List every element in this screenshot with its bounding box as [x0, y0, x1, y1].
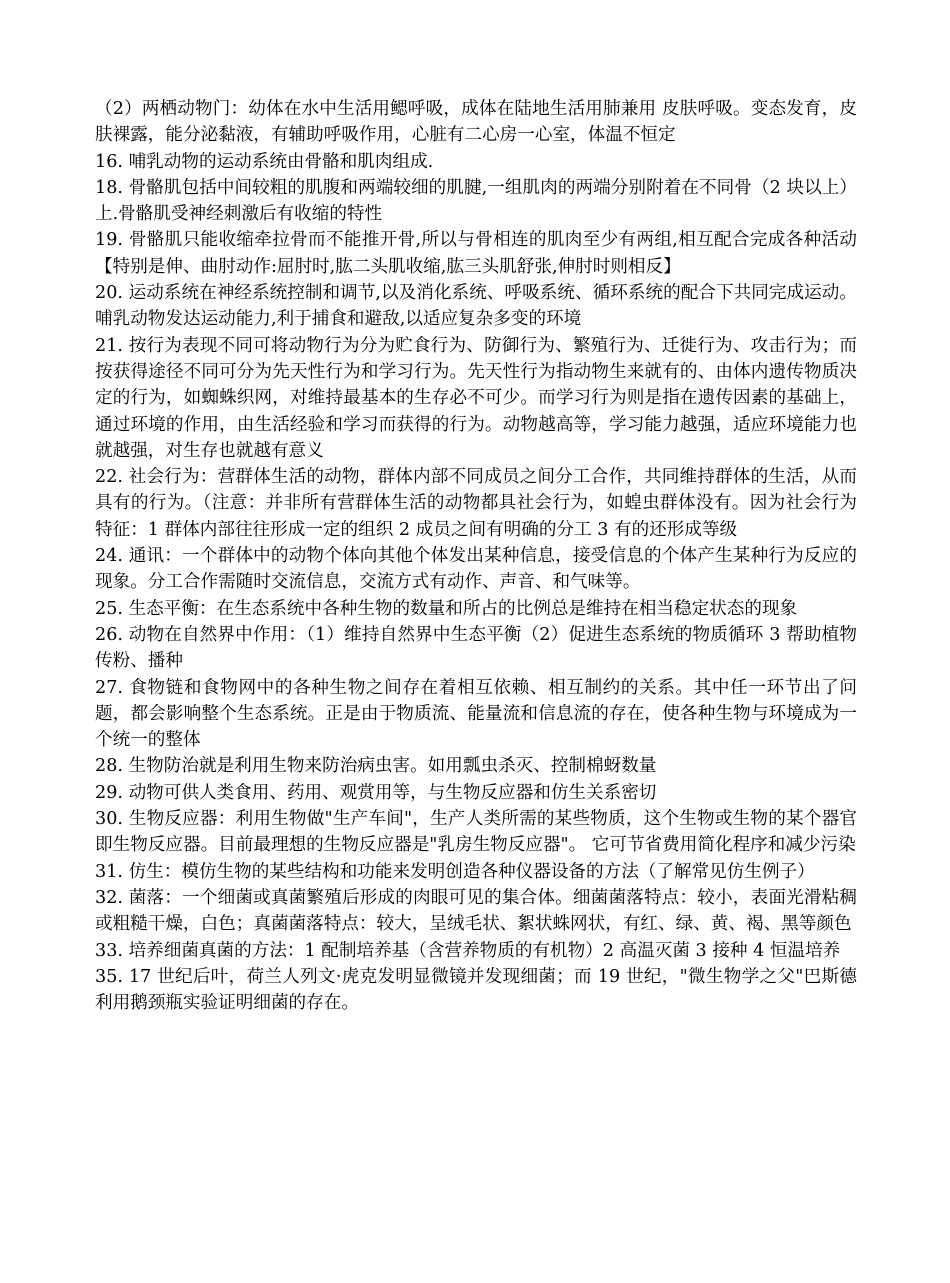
- paragraph-21: 21. 按行为表现不同可将动物行为分为贮食行为、防御行为、繁殖行为、迁徙行为、攻击行为；而按获得途径不同可分为先天性行为和学习行为。先天性行为指动物生来就有的、由体内遗传物质决定的行为，如蜘蛛织网，对维持最基本的生存必不可少。而学习行为则是指在遗传因素的基础上，通过环境的作用，由生活经验和学习而获得的行为。动物越高等，学习能力越强，适应环境能力也就越强，对生存也就越有意义: [95, 335, 857, 461]
- paragraph-19: 19. 骨骼肌只能收缩牵拉骨而不能推开骨,所以与骨相连的肌肉至少有两组,相互配合完成各种活动【特别是伸、曲肘动作:屈肘时,肱二头肌收缩,肱三头肌舒张,伸肘时则相反】: [95, 230, 857, 277]
- paragraph-31: 31. 仿生：模仿生物的某些结构和功能来发明创造各种仪器设备的方法（了解常见仿生例子）: [95, 861, 815, 882]
- paragraph-35: 35. 17 世纪后叶，荷兰人列文·虎克发明显微镜并发现细菌；而 19 世纪，"微生物学之父"巴斯德利用鹅颈瓶实验证明细菌的存在。: [95, 966, 857, 1014]
- paragraph-32: 32. 菌落：一个细菌或真菌繁殖后形成的肉眼可见的集合体。细菌菌落特点：较小，表面光滑粘稠或粗糙干燥，白色；真菌菌落特点：较大，呈绒毛状、絮状蛛网状，有红、绿、黄、褐、黑等颜色: [95, 887, 857, 935]
- paragraph-28: 28. 生物防治就是利用生物来防治病虫害。如用瓢虫杀灭、控制棉蚜数量: [95, 756, 657, 777]
- paragraph-27: 27. 食物链和食物网中的各种生物之间存在着相互依赖、相互制约的关系。其中任一环节出了问题，都会影响整个生态系统。正是由于物质流、能量流和信息流的存在，使各种生物与环境成为一个统一的整体: [95, 677, 857, 751]
- paragraph-16: 16. 哺乳动物的运动系统由骨骼和肌肉组成.: [95, 151, 434, 172]
- paragraph-33: 33. 培养细菌真菌的方法：1 配制培养基（含营养物质的有机物）2 高温灭菌 3 接种 4 恒温培养: [95, 940, 841, 961]
- paragraph-25: 25. 生态平衡：在生态系统中各种生物的数量和所占的比例总是维持在相当稳定状态的现象: [95, 598, 798, 619]
- paragraph-20: 20. 运动系统在神经系统控制和调节,以及消化系统、呼吸系统、循环系统的配合下共同完成运动。哺乳动物发达运动能力,利于捕食和避敌,以适应复杂多变的环境: [95, 283, 857, 330]
- paragraph-24: 24. 通讯：一个群体中的动物个体向其他个体发出某种信息，接受信息的个体产生某种行为反应的现象。分工合作需随时交流信息，交流方式有动作、声音、和气味等。: [95, 546, 857, 593]
- paragraph-29: 29. 动物可供人类食用、药用、观赏用等，与生物反应器和仿生关系密切: [95, 782, 657, 803]
- paragraph-amphibians: （2）两栖动物门：幼体在水中生活用鳃呼吸，成体在陆地生活用肺兼用 皮肤呼吸。变态发育，皮肤裸露，能分泌黏液，有辅助呼吸作用，心脏有二心房一心室，体温不恒定: [95, 99, 857, 146]
- document-body: [95, 96, 857, 1016]
- paragraph-22: 22. 社会行为：营群体生活的动物，群体内部不同成员之间分工合作，共同维持群体的生活，从而具有的行为。（注意：并非所有营群体生活的动物都具社会行为，如蝗虫群体没有。因为社会行为特征：1 群体内部往往形成一定的组织 2 成员之间有明确的分工 3 有的还形成等级: [95, 467, 857, 540]
- paragraph-18: 18. 骨骼肌包括中间较粗的肌腹和两端较细的肌腱,一组肌肉的两端分别附着在不同骨（2 块以上）上.骨骼肌受神经刺激后有收缩的特性: [95, 177, 857, 225]
- paragraph-30: 30. 生物反应器：利用生物做"生产车间"，生产人类所需的某些物质，这个生物或生物的某个器官即生物反应器。目前最理想的生物反应器是"乳房生物反应器"。 它可节省费用简化程序和减少污染: [95, 809, 857, 856]
- paragraph-26: 26. 动物在自然界中作用：（1）维持自然界中生态平衡（2）促进生态系统的物质循环 3 帮助植物传粉、播种: [95, 624, 857, 672]
